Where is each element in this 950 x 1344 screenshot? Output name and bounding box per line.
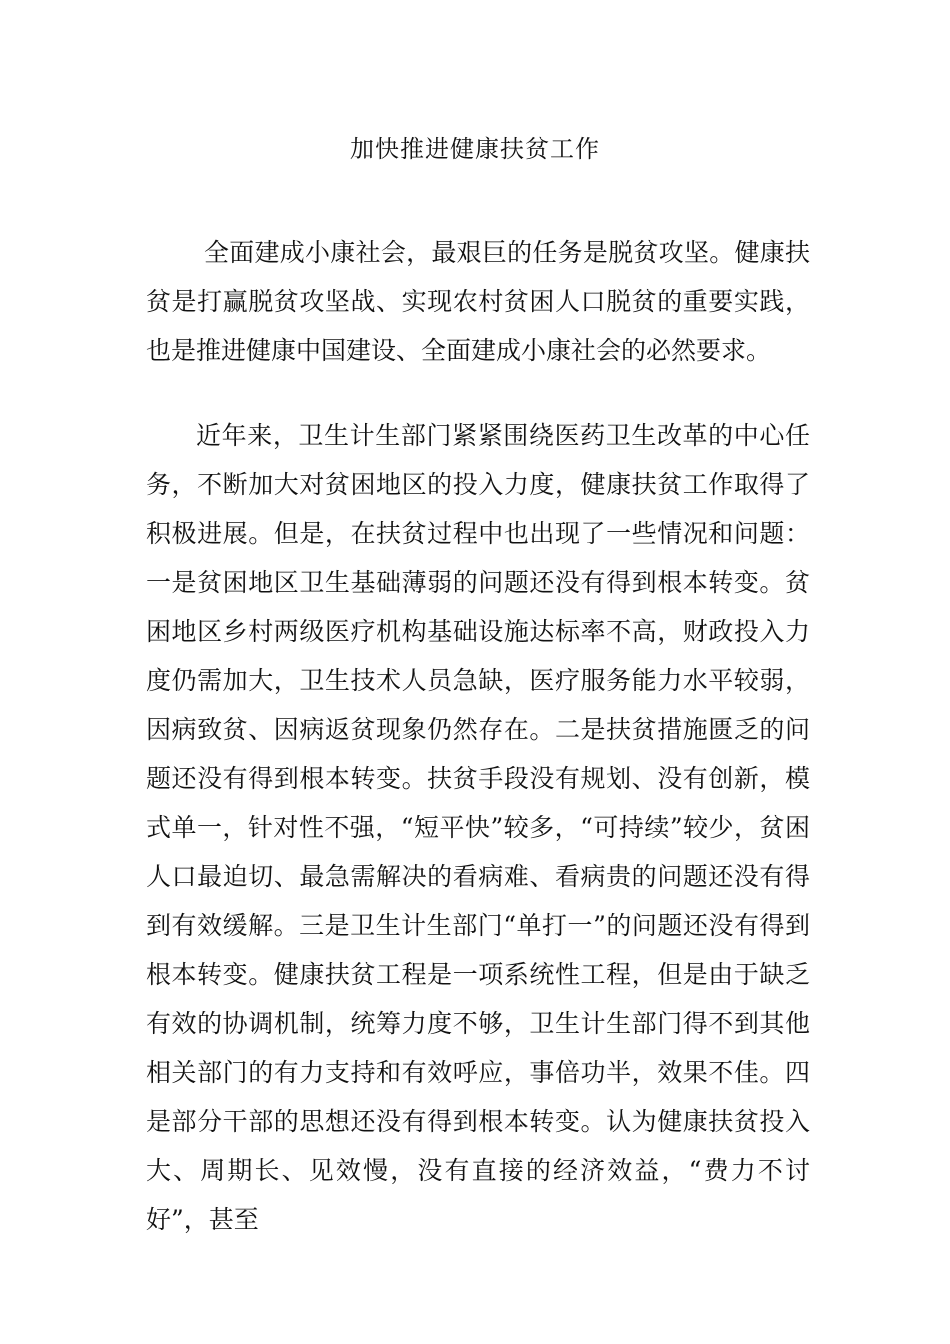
document-title: 加快推进健康扶贫工作 (350, 135, 600, 163)
document-body (146, 228, 810, 1244)
paragraph-intro: 全面建成小康社会，最艰巨的任务是脱贫攻坚。健康扶贫是打赢脱贫攻坚战、实现农村贫困人口脱贫的重要实践，也是推进健康中国建设、全面建成小康社会的必然要求。 (146, 238, 810, 365)
paragraph-problems: 近年来，卫生计生部门紧紧围绕医药卫生改革的中心任务，不断加大对贫困地区的投入力度，健康扶贫工作取得了积极进展。但是，在扶贫过程中也出现了一些情况和问题：一是贫困地区卫生基础薄弱的问题还没有得到根本转变。贫困地区乡村两级医疗机构基础设施达标率不高，财政投入力度仍需加大，卫生技术人员急缺，医疗服务能力水平较弱，因病致贫、因病返贫现象仍然存在。二是扶贫措施匮乏的问题还没有得到根本转变。扶贫手段没有规划、没有创新，模式单一，针对性不强，“短平快”较多，“可持续”较少，贫困人口最迫切、最急需解决的看病难、看病贵的问题还没有得到有效缓解。三是卫生计生部门“单打一”的问题还没有得到根本转变。健康扶贫工程是一项系统性工程，但是由于缺乏有效的协调机制，统筹力度不够，卫生计生部门得不到其他相关部门的有力支持和有效呼应，事倍功半，效果不佳。四是部分干部的思想还没有得到根本转变。认为健康扶贫投入大、周期长、见效慢，没有直接的经济效益，“费力不讨好”，甚至 (146, 421, 810, 1234)
